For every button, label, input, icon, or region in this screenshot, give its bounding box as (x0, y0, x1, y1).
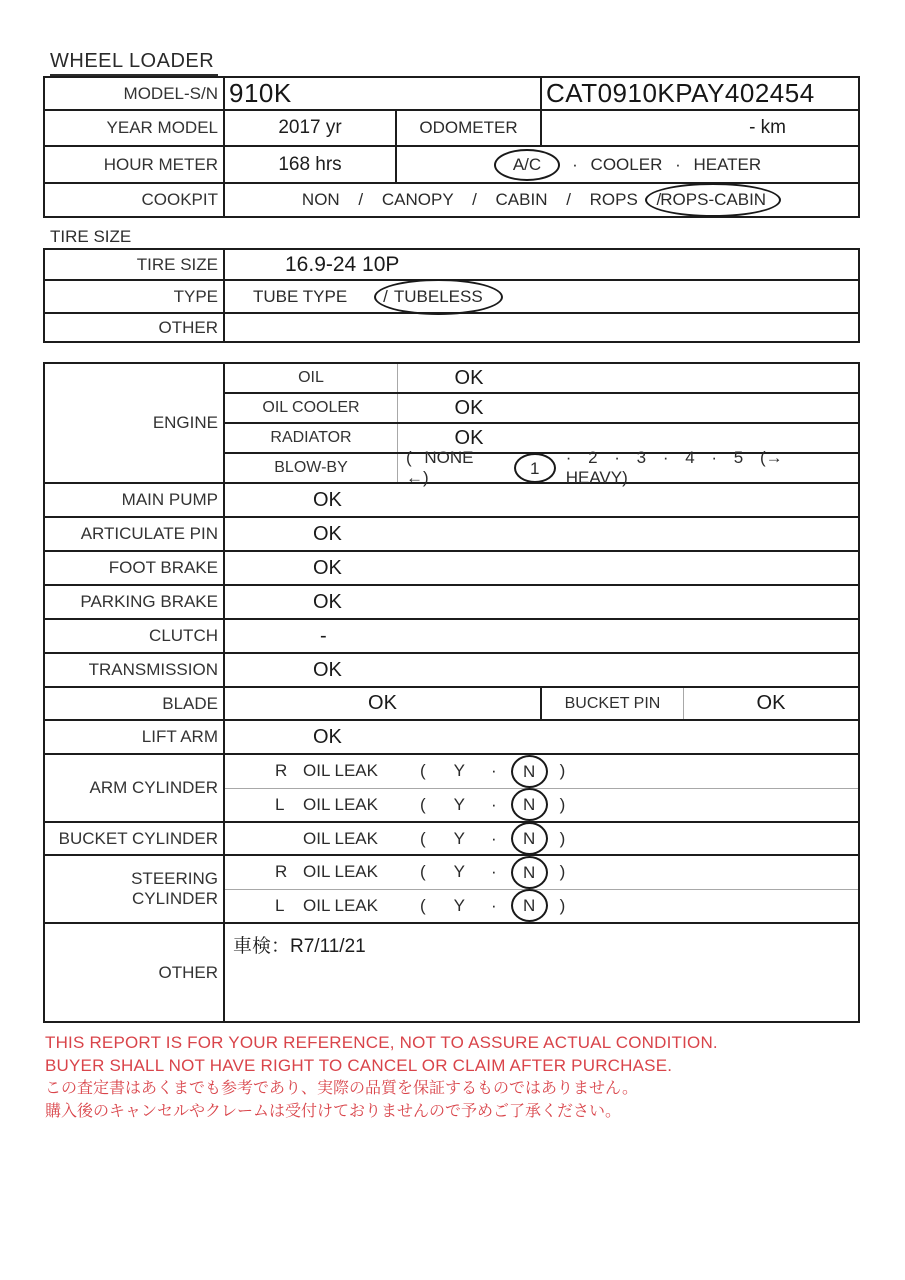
circled-n-annotation: N (511, 856, 548, 889)
tire-size-row (45, 250, 858, 279)
leak-yes-option: Y (453, 895, 465, 915)
oil-leak-label: OIL LEAK (303, 828, 378, 848)
steering-cylinder-l-row (225, 889, 858, 922)
tire-type-row (45, 279, 858, 312)
tire-type-options (223, 281, 858, 312)
odometer-label: ODOMETER (395, 111, 540, 145)
other-value: 車検：R7/11/21 (223, 924, 858, 1021)
serial-value: CAT0910KPAY402454 (540, 78, 858, 109)
paren-close: ) (559, 761, 566, 781)
disclaimer-line: 購入後のキャンセルやクレームは受付けておりませんので予めご了承ください。 (45, 1103, 622, 1120)
paren-open: ( (419, 828, 426, 848)
tire-type-label: TYPE (173, 286, 218, 306)
engine-oil-value-cell (397, 364, 858, 392)
blade-value: OK (223, 688, 540, 719)
climate-options-rest: · COOLER · HEATER (572, 154, 762, 174)
paren-close: ) (559, 862, 566, 882)
paren-open: ( (419, 895, 426, 915)
leak-yes-option: Y (453, 828, 465, 848)
leak-dot: · (490, 862, 497, 882)
paren-open: ( (419, 794, 426, 814)
engine-oil-cooler-value: OK (454, 396, 484, 419)
parking-brake-value: OK (313, 590, 342, 613)
tire-size-value: 16.9-24 10P (223, 250, 858, 279)
arm-cylinder-l-leak (225, 789, 858, 821)
side-letter: L (275, 895, 285, 915)
arm-cylinder-r-leak (225, 755, 858, 788)
steering-cylinder-r-row (225, 856, 858, 889)
side-letter: L (275, 794, 285, 814)
transmission-value: OK (313, 658, 342, 681)
parking-brake-value-cell (223, 586, 858, 618)
cockpit-options (223, 184, 858, 216)
engine-oil-value: OK (454, 366, 484, 389)
engine-blowby-scale (397, 448, 858, 487)
tire-other-row (45, 312, 858, 341)
circled-blowby-1-annotation: 1 (514, 453, 556, 483)
engine-radiator-label: RADIATOR (270, 429, 352, 446)
model-sn-label: MODEL-S/N (123, 83, 218, 103)
transmission-label: TRANSMISSION (88, 660, 218, 679)
circled-n-annotation: N (511, 822, 548, 855)
hour-meter-row (45, 145, 858, 182)
model-value: 910K (223, 78, 540, 109)
page-title: WHEEL LOADER (50, 50, 218, 76)
lift-arm-label: LIFT ARM (141, 727, 218, 746)
other-row (45, 922, 858, 1021)
transmission-value-cell (223, 654, 858, 686)
bucket-cylinder-label: BUCKET CYLINDER (58, 828, 218, 848)
oil-leak-label: OIL LEAK (303, 761, 378, 781)
circled-tubeless-annotation: TUBELESS (374, 279, 503, 315)
steering-cylinder-l-leak (225, 890, 858, 922)
arm-cylinder-subrows (223, 755, 858, 821)
bucket-cylinder-leak (223, 823, 858, 854)
leak-dot: · (490, 895, 497, 915)
inspection-table (43, 362, 860, 1023)
hour-meter-label: HOUR METER (103, 154, 218, 174)
steering-cylinder-r-leak (225, 856, 858, 889)
oil-leak-label: OIL LEAK (303, 895, 378, 915)
main-pump-value-cell (223, 484, 858, 516)
circled-n-annotation: N (511, 755, 548, 788)
steering-cylinder-subrows (223, 856, 858, 922)
blade-label: BLADE (162, 693, 218, 713)
paren-open: ( (419, 761, 426, 781)
oil-leak-label: OIL LEAK (303, 794, 378, 814)
paren-open: ( (419, 862, 426, 882)
tire-size-label: TIRE SIZE (136, 254, 218, 274)
leak-yes-option: Y (453, 862, 465, 882)
articulate-pin-value-cell (223, 518, 858, 550)
circled-n-annotation: N (511, 889, 548, 922)
cockpit-options-plain: NON / CANOPY / CABIN / ROPS / (301, 190, 662, 209)
other-label: OTHER (158, 962, 218, 982)
engine-blowby-label: BLOW-BY (274, 459, 348, 476)
engine-group (45, 364, 858, 487)
clutch-label: CLUTCH (149, 626, 218, 645)
odometer-value: - km (540, 111, 858, 145)
circled-n-annotation: N (511, 788, 548, 821)
parking-brake-row (45, 584, 858, 618)
blowby-none-prefix: ( NONE ←) (406, 448, 474, 487)
year-model-value: 2017 yr (223, 111, 395, 145)
articulate-pin-label: ARTICULATE PIN (80, 524, 218, 543)
main-pump-row (45, 482, 858, 516)
arm-cylinder-r-row (225, 755, 858, 788)
tire-table (43, 248, 860, 343)
lift-arm-row (45, 719, 858, 753)
clutch-row (45, 618, 858, 652)
transmission-row (45, 652, 858, 686)
engine-subrows (223, 364, 858, 487)
cockpit-row (45, 182, 858, 216)
articulate-pin-row (45, 516, 858, 550)
bucket-pin-value: OK (683, 688, 858, 719)
blowby-scale-rest: · 2 · 3 · 4 · 5 (→ HEAVY) (565, 448, 783, 487)
engine-oil-cooler-value-cell (397, 394, 858, 422)
header-table (43, 76, 860, 218)
clutch-value-cell (223, 620, 858, 652)
parking-brake-label: PARKING BRAKE (80, 592, 218, 611)
foot-brake-value: OK (313, 556, 342, 579)
clutch-value: - (320, 624, 327, 647)
arm-cylinder-l-row (225, 788, 858, 821)
circled-ac-annotation: A/C (494, 149, 560, 181)
leak-yes-option: Y (453, 794, 465, 814)
disclaimer-line: この査定書はあくまでも参考であり、実際の品質を保証するものではありません。 (45, 1080, 638, 1097)
steering-cylinder-label: STEERING CYLINDER (131, 869, 218, 908)
engine-blowby-row (225, 448, 858, 487)
tire-other-label: OTHER (158, 317, 218, 337)
engine-oil-label: OIL (298, 369, 324, 386)
cockpit-label: COOKPIT (141, 190, 218, 209)
main-pump-value: OK (313, 488, 342, 511)
year-model-label: YEAR MODEL (106, 118, 218, 137)
foot-brake-value-cell (223, 552, 858, 584)
tire-other-value (223, 314, 858, 341)
circled-rops-cabin-annotation: ROPS-CABIN (645, 183, 781, 217)
hour-meter-value: 168 hrs (223, 147, 395, 182)
paren-close: ) (559, 794, 566, 814)
side-letter: R (275, 761, 288, 781)
articulate-pin-value: OK (313, 522, 342, 545)
bucket-cylinder-row (45, 821, 858, 854)
tire-type-slash: / (383, 286, 388, 306)
disclaimer-block (45, 1031, 718, 1123)
engine-radiator-value: OK (454, 426, 484, 449)
lift-arm-value-cell (223, 721, 858, 753)
blade-row (45, 686, 858, 719)
side-letter: R (275, 862, 288, 882)
leak-dot: · (490, 828, 497, 848)
arm-cylinder-label: ARM CYLINDER (89, 778, 218, 797)
disclaimer-line: BUYER SHALL NOT HAVE RIGHT TO CANCEL OR CLAIM AFTER PURCHASE. (45, 1056, 673, 1075)
leak-yes-option: Y (453, 761, 465, 781)
oil-leak-label: OIL LEAK (303, 862, 378, 882)
disclaimer-line: THIS REPORT IS FOR YOUR REFERENCE, NOT TO ASSURE ACTUAL CONDITION. (45, 1033, 718, 1052)
foot-brake-label: FOOT BRAKE (108, 558, 218, 577)
leak-dot: · (490, 794, 497, 814)
year-odometer-row (45, 109, 858, 145)
paren-close: ) (559, 895, 566, 915)
steering-cylinder-group (45, 854, 858, 922)
foot-brake-row (45, 550, 858, 584)
tire-type-plain: TUBE TYPE (253, 286, 348, 306)
lift-arm-value: OK (313, 725, 342, 748)
main-pump-label: MAIN PUMP (121, 490, 218, 509)
engine-oil-cooler-row (225, 392, 858, 422)
arm-cylinder-group (45, 753, 858, 821)
paren-close: ) (559, 828, 566, 848)
engine-oil-cooler-label: OIL COOLER (262, 399, 360, 416)
engine-label: ENGINE (152, 413, 218, 432)
bucket-pin-label: BUCKET PIN (540, 688, 683, 719)
climate-options (395, 147, 858, 182)
model-sn-row (45, 78, 858, 109)
engine-oil-row (225, 364, 858, 392)
leak-dot: · (490, 761, 497, 781)
tire-section-label: TIRE SIZE (50, 227, 132, 246)
